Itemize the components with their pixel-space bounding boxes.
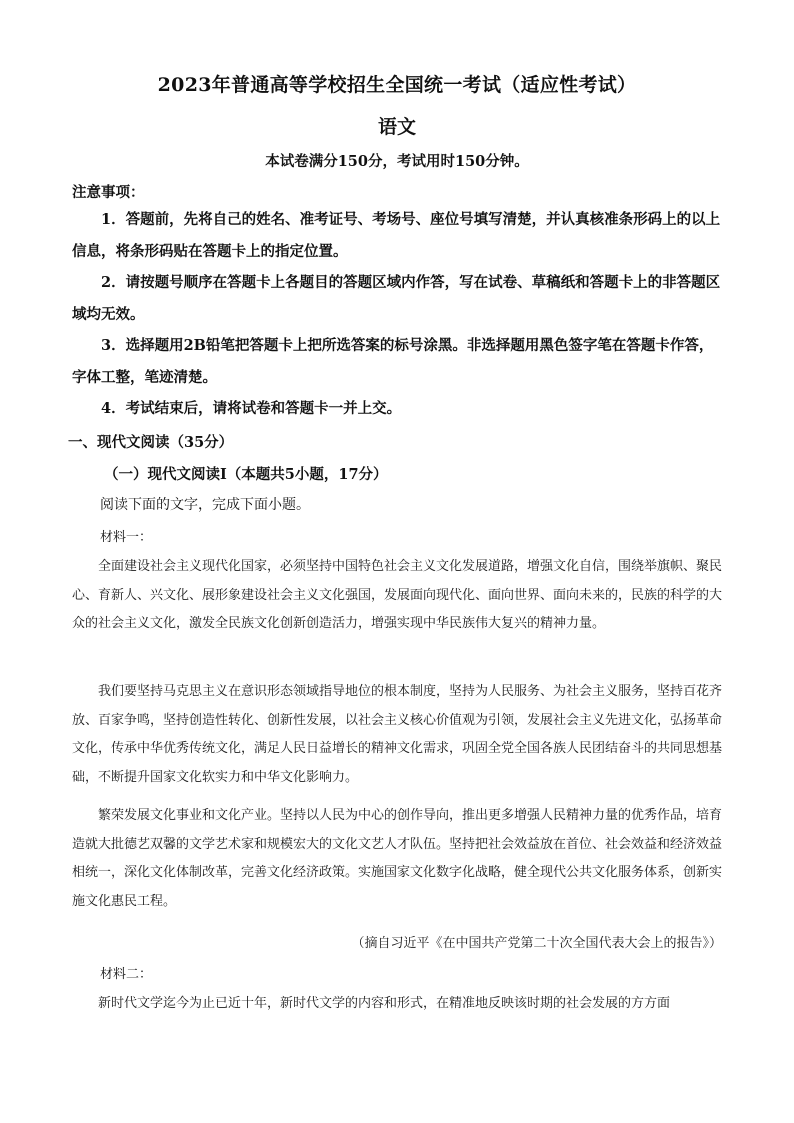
section-subheading: （一）现代文阅读Ⅰ（本题共5小题，17分） [104, 466, 388, 483]
notice-item-4: 4．考试结束后，请将试卷和答题卡一并上交。 [101, 400, 402, 417]
material-2-paragraph-1: 新时代文学迄今为止已近十年，新时代文学的内容和形式，在精准地反映该时期的社会发展的方方面 [98, 996, 671, 1011]
notice-item-2: 2．请按题号顺序在答题卡上各题目的答题区域内作答，写在试卷、草稿纸和答题卡上的非答题区域均无效。 [72, 274, 721, 323]
exam-title: 2023年普通高等学校招生全国统一考试（适应性考试） [157, 74, 637, 96]
material-2-label: 材料二： [100, 967, 153, 982]
material-1-paragraph-3: 繁荣发展文化事业和文化产业。坚持以人民为中心的创作导向，推出更多增强人民精神力量的优秀作品，培育造就大批德艺双馨的文学艺术家和规模宏大的文化文艺人才队伍。坚持把社会效益放在首位、社会效益和经济效益相统一，深化文化体制改革，完善文化经济政策。实施国家文化数字化战略，健全现代公共文化服务体系，创新实施文化惠民工程。 [72, 808, 723, 909]
section-heading: 一、现代文阅读（35分） [68, 434, 234, 451]
subject-title: 语文 [377, 116, 416, 138]
notice-item-1: 1．答题前，先将自己的姓名、准考证号、考场号、座位号填写清楚，并认真核准条形码上的以上信息，将条形码贴在答题卡上的指定位置。 [72, 211, 721, 260]
notice-heading: 注意事项： [72, 184, 145, 201]
reading-instruction: 阅读下面的文字，完成下面小题。 [100, 497, 310, 513]
material-1-label: 材料一： [100, 530, 153, 545]
material-1-source: （摘自习近平《在中国共产党第二十次全国代表大会上的报告》） [351, 936, 722, 951]
material-1-paragraph-1: 全面建设社会主义现代化国家，必须坚持中国特色社会主义文化发展道路，增强文化自信，围绕举旗帜、聚民心、育新人、兴文化、展形象建设社会主义文化强国，发展面向现代化、面向世界、面向未来的，民族的科学的大众的社会主义文化，激发全民族文化创新创造活力，增强实现中华民族伟大复兴的精神力量。 [72, 559, 723, 631]
score-time-line: 本试卷满分150分，考试用时150分钟。 [265, 153, 529, 170]
material-1-paragraph-2: 我们要坚持马克思主义在意识形态领域指导地位的根本制度，坚持为人民服务、为社会主义服务，坚持百花齐放、百家争鸣，坚持创造性转化、创新性发展，以社会主义核心价值观为引领，发展社会主义先进文化，弘扬革命文化，传承中华优秀传统文化，满足人民日益增长的精神文化需求，巩固全党全国各族人民团结奋斗的共同思想基础，不断提升国家文化软实力和中华文化影响力。 [72, 684, 723, 785]
notice-item-3: 3．选择题用2B铅笔把答题卡上把所选答案的标号涂黑。非选择题用黑色签字笔在答题卡作答，字体工整，笔迹清楚。 [72, 337, 714, 386]
